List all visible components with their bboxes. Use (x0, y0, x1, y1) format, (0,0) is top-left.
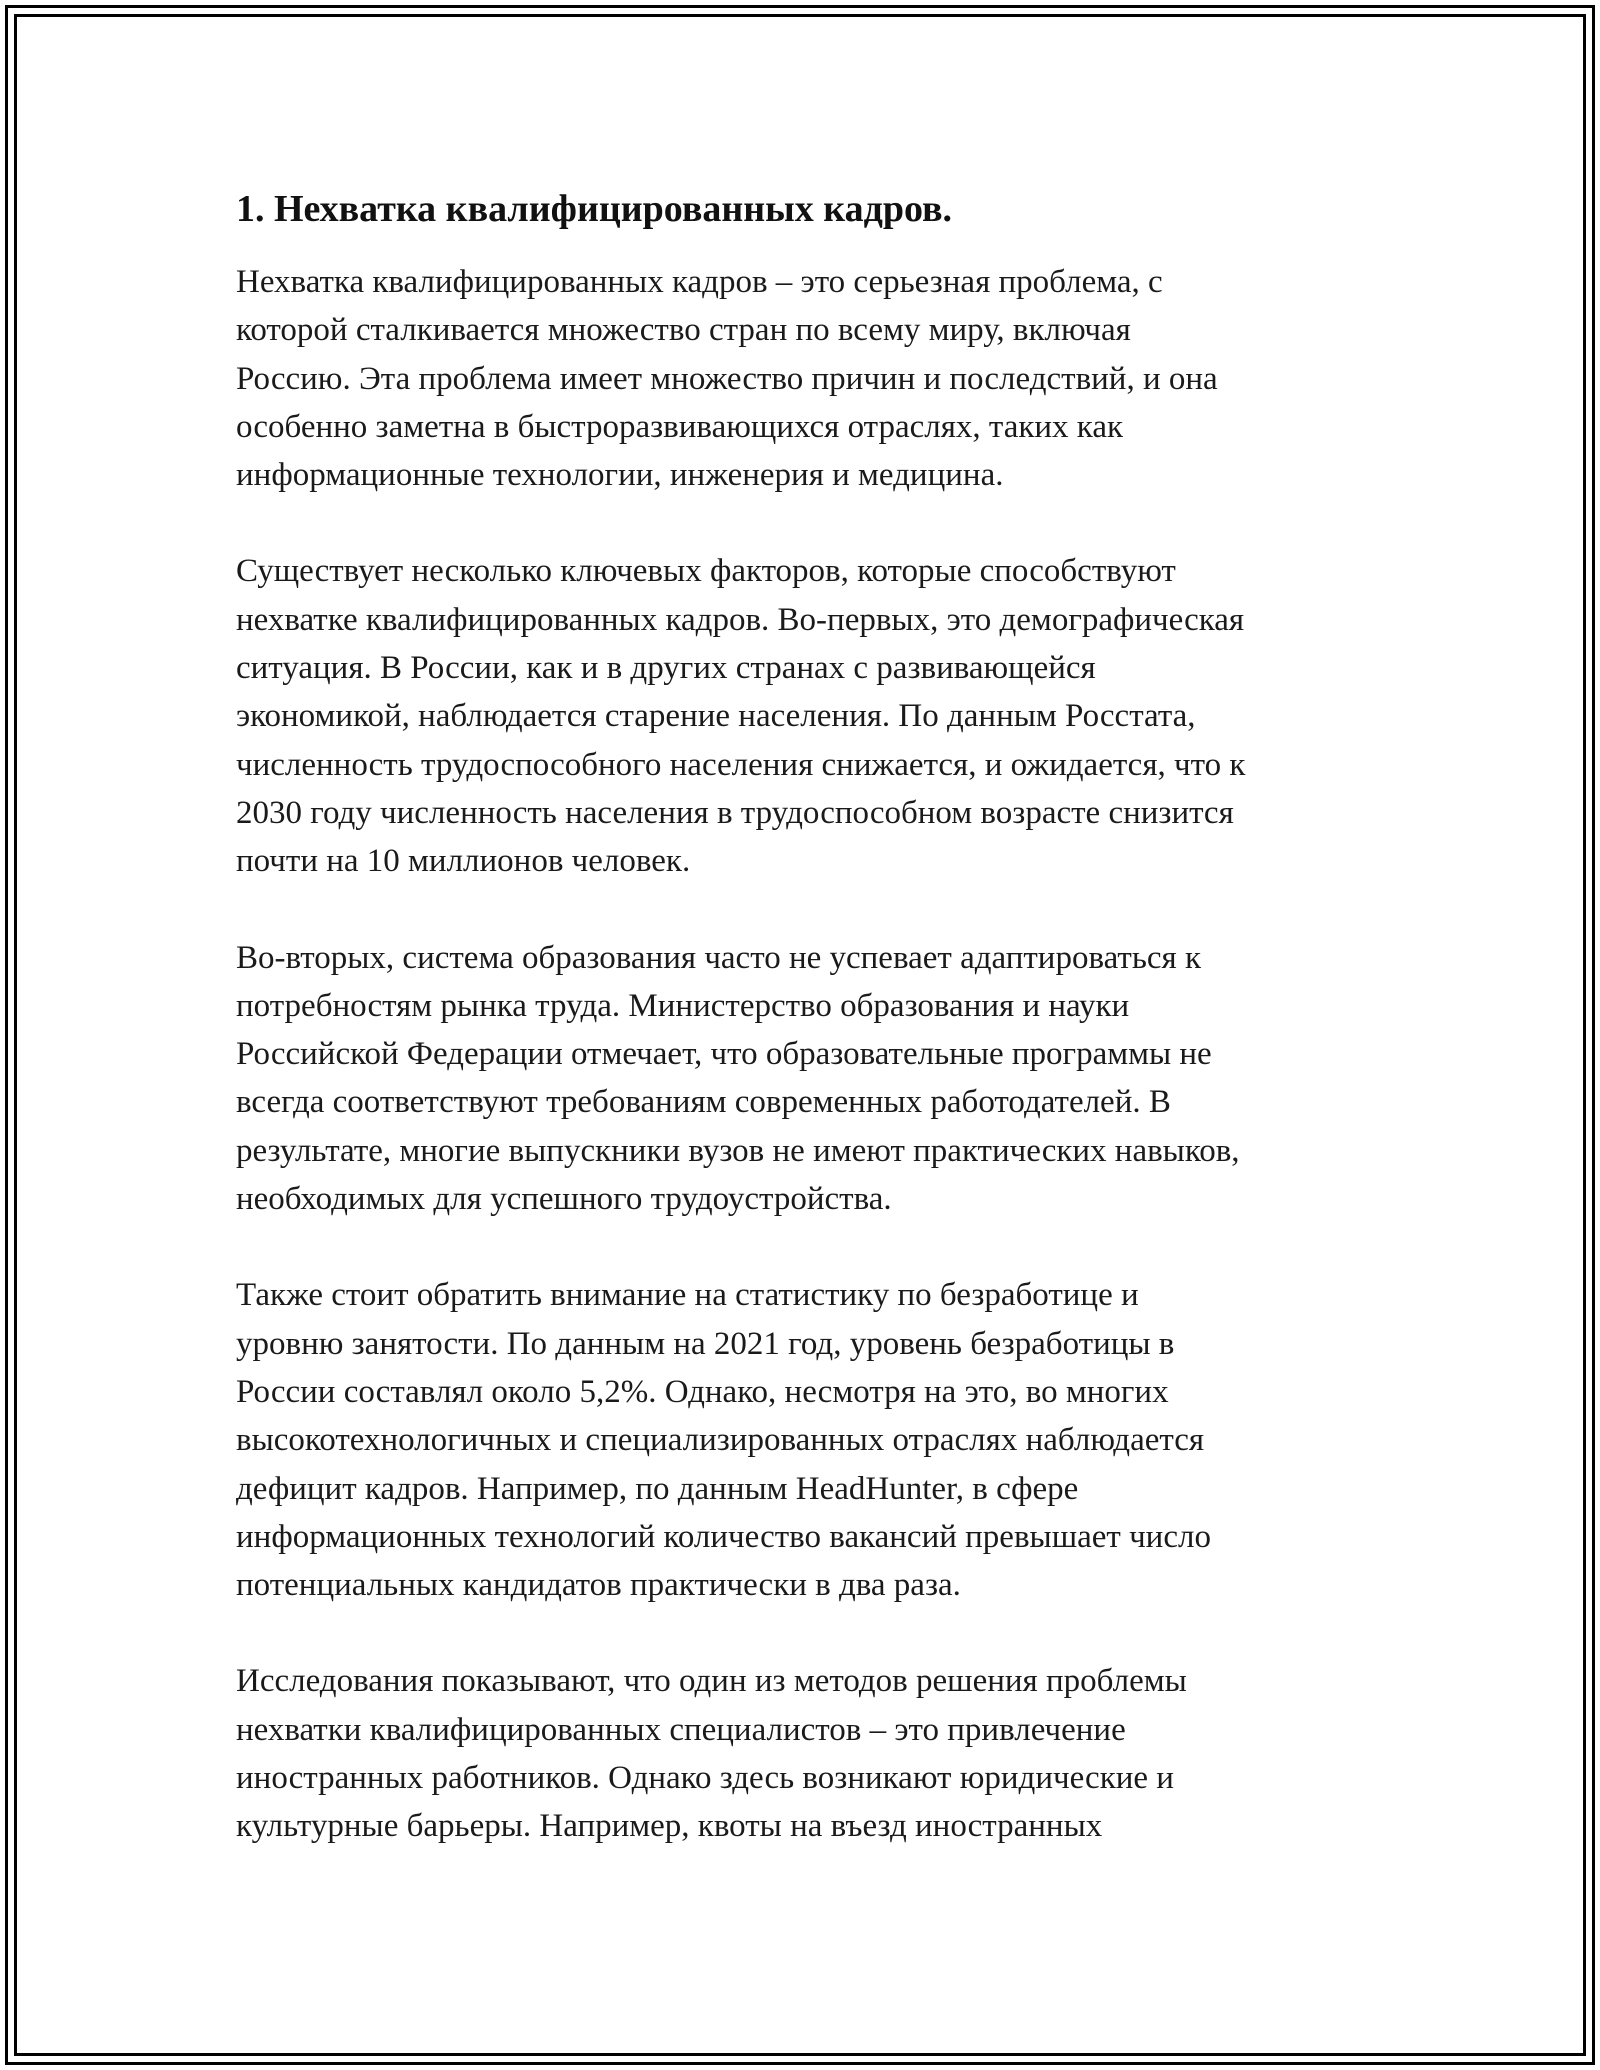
text-line: России составлял около 5,2%. Однако, несмотря на это, во многих (236, 1373, 1169, 1410)
text-line: особенно заметна в быстроразвивающихся отраслях, таких как (236, 408, 1124, 445)
text-line: нехватки квалифицированных специалистов – это привлечение (236, 1711, 1126, 1748)
text-line: высокотехнологичных и специализированных отраслях наблюдается (236, 1422, 1205, 1459)
text-line: численность трудоспособного населения снижается, и ожидается, что к (236, 746, 1246, 783)
paragraph-list (236, 258, 1366, 1851)
paragraph (236, 1271, 1366, 1609)
paragraph (236, 934, 1366, 1224)
text-line: результате, многие выпускники вузов не имеют практических навыков, (236, 1132, 1240, 1169)
paragraph (236, 258, 1366, 499)
text-line: информационные технологии, инженерия и медицина. (236, 457, 1004, 494)
text-line: потребностям рынка труда. Министерство образования и науки (236, 987, 1130, 1024)
text-line: Россию. Эта проблема имеет множество причин и последствий, и она (236, 360, 1218, 397)
text-line: Существует несколько ключевых факторов, которые способствуют (236, 553, 1176, 590)
text-line: нехватке квалифицированных кадров. Во-первых, это демографическая (236, 601, 1245, 638)
text-line: которой сталкивается множество стран по всему миру, включая (236, 312, 1131, 349)
text-line: Исследования показывают, что один из методов решения проблемы (236, 1663, 1187, 1700)
text-line: необходимых для успешного трудоустройства. (236, 1181, 892, 1218)
text-line: всегда соответствуют требованиям современных работодателей. В (236, 1084, 1171, 1121)
text-line: Нехватка квалифицированных кадров – это серьезная проблема, с (236, 264, 1163, 300)
text-line: 2030 году численность населения в трудоспособном возрасте снизится (236, 794, 1234, 831)
text-line: Российской Федерации отмечает, что образовательные программы не (236, 1036, 1212, 1073)
text-line: информационных технологий количество вакансий превышает число (236, 1518, 1211, 1555)
text-line: экономикой, наблюдается старение населения. По данным Росстата, (236, 698, 1196, 735)
text-line: ситуация. В России, как и в других странах с развивающейся (236, 650, 1096, 687)
text-line: дефицит кадров. Например, по данным HeadHunter, в сфере (236, 1470, 1079, 1507)
section-heading: 1. Нехватка квалифицированных кадров. (236, 188, 953, 230)
paragraph (236, 1657, 1366, 1850)
document-body (236, 185, 1366, 1899)
text-line: иностранных работников. Однако здесь возникают юридические и (236, 1760, 1174, 1797)
paragraph (236, 547, 1366, 885)
text-line: Во-вторых, система образования часто не успевает адаптироваться к (236, 939, 1201, 976)
text-line: почти на 10 миллионов человек. (236, 843, 691, 880)
text-line: культурные барьеры. Например, квоты на въезд иностранных (236, 1808, 1103, 1845)
text-line: Также стоит обратить внимание на статистику по безработице и (236, 1277, 1139, 1314)
text-line: уровню занятости. По данным на 2021 год, уровень безработицы в (236, 1325, 1175, 1362)
text-line: потенциальных кандидатов практически в два раза. (236, 1567, 961, 1604)
